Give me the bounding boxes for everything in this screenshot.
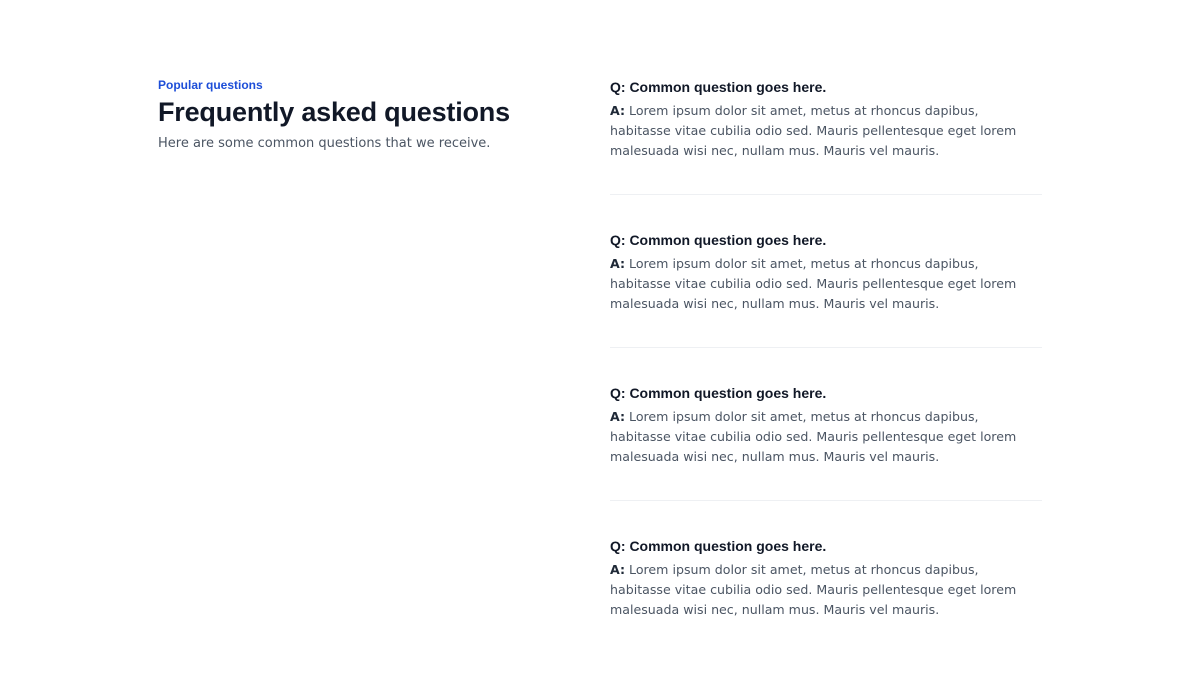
faq-question: Q: Common question goes here.: [610, 79, 827, 95]
faq-item: [610, 195, 1042, 348]
faq-question: Q: Common question goes here.: [610, 538, 827, 554]
page-title: Frequently asked questions: [158, 97, 510, 127]
faq-answer: [610, 254, 1042, 314]
faq-question: Q: Common question goes here.: [610, 232, 827, 248]
answer-prefix: A:: [610, 562, 626, 577]
faq-answer: [610, 407, 1042, 467]
faq-answer: [610, 560, 1042, 620]
faq-question: Q: Common question goes here.: [610, 385, 827, 401]
answer-prefix: A:: [610, 256, 626, 271]
page-subtitle: Here are some common questions that we receive.: [158, 136, 491, 151]
answer-text: Lorem ipsum dolor sit amet, metus at rhoncus dapibus, habitasse vitae cubilia odio sed. Mauris pellentesque eget lorem malesuada wisi nec, nullam mus. Mauris vel mauris.: [610, 103, 1017, 158]
faq-item: [610, 348, 1042, 501]
answer-text: Lorem ipsum dolor sit amet, metus at rhoncus dapibus, habitasse vitae cubilia odio sed. Mauris pellentesque eget lorem malesuada wisi nec, nullam mus. Mauris vel mauris.: [610, 562, 1017, 617]
answer-text: Lorem ipsum dolor sit amet, metus at rhoncus dapibus, habitasse vitae cubilia odio sed. Mauris pellentesque eget lorem malesuada wisi nec, nullam mus. Mauris vel mauris.: [610, 256, 1017, 311]
faq-intro: [158, 77, 558, 153]
answer-prefix: A:: [610, 409, 626, 424]
faq-item: [610, 501, 1042, 653]
answer-text: Lorem ipsum dolor sit amet, metus at rhoncus dapibus, habitasse vitae cubilia odio sed. Mauris pellentesque eget lorem malesuada wisi nec, nullam mus. Mauris vel mauris.: [610, 409, 1017, 464]
answer-prefix: A:: [610, 103, 626, 118]
faq-item: [610, 77, 1042, 195]
faq-answer: [610, 101, 1042, 161]
eyebrow-label: Popular questions: [158, 78, 263, 92]
faq-list: [610, 77, 1042, 653]
